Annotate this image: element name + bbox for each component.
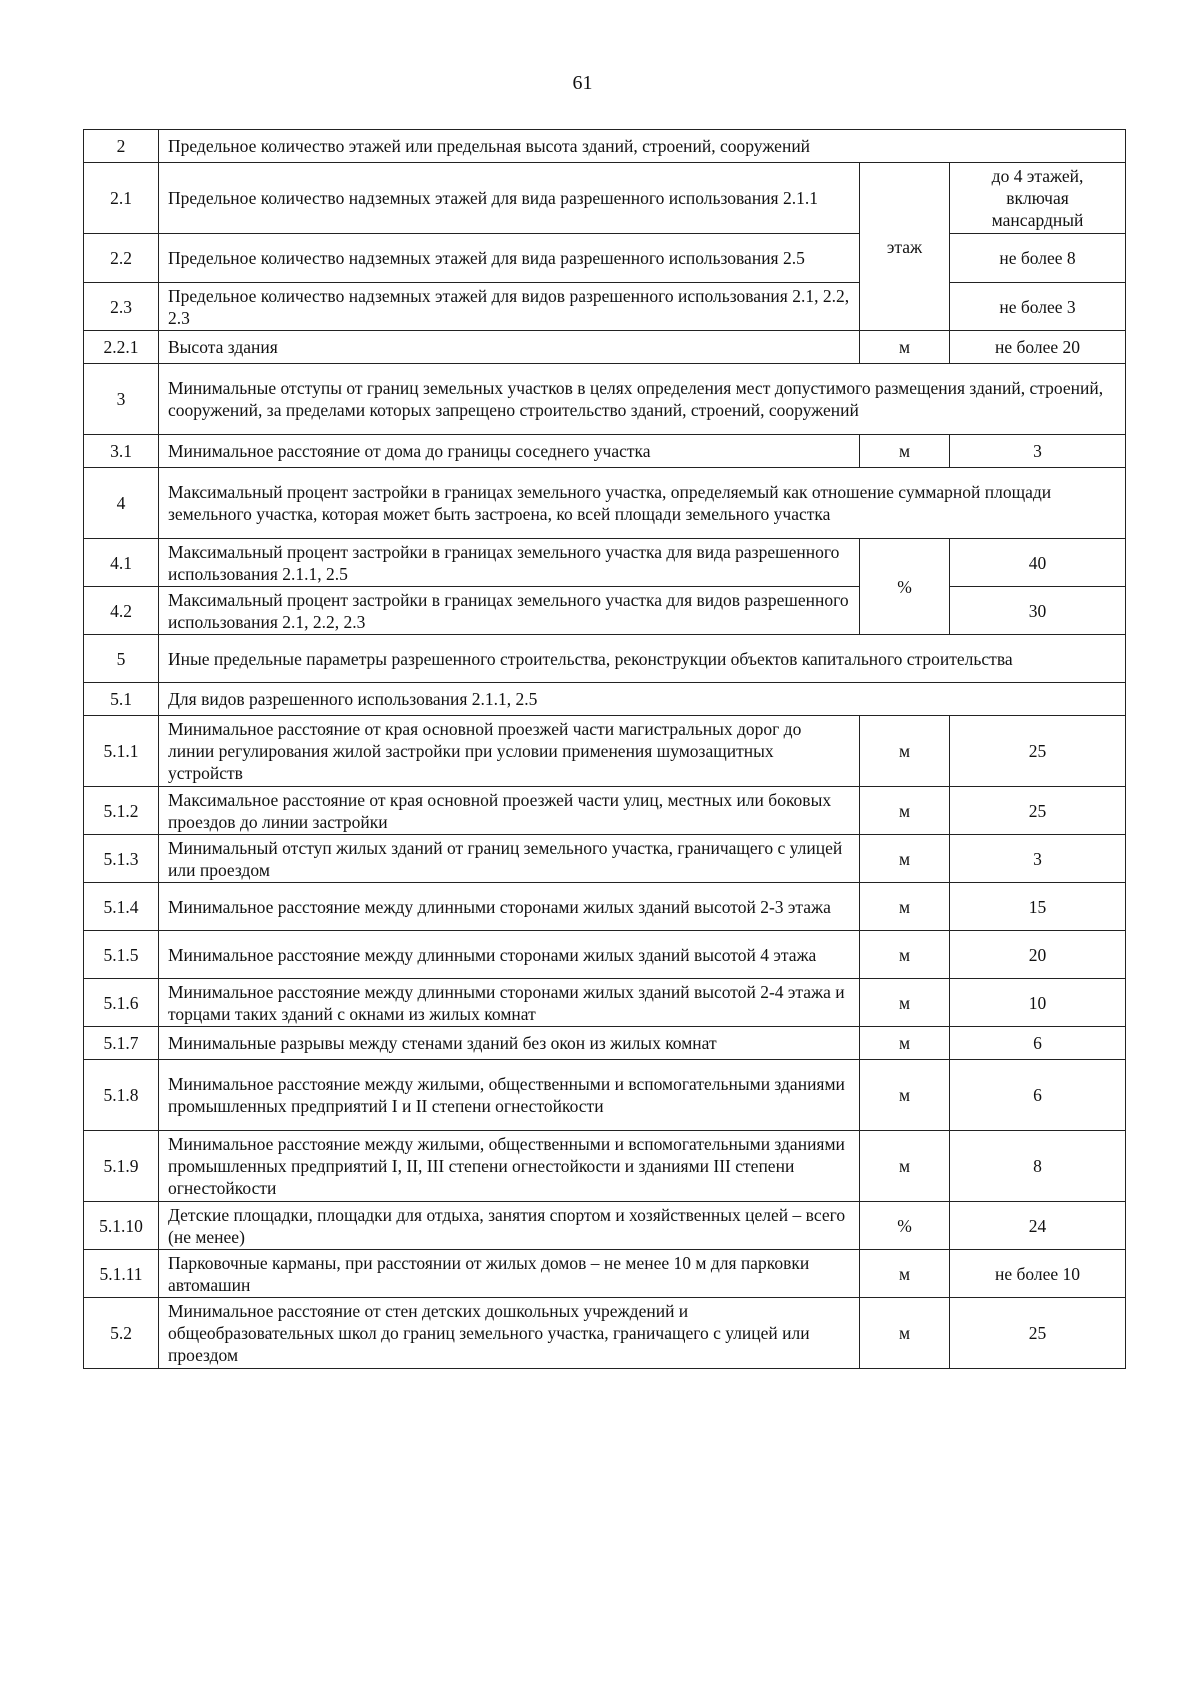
row-unit: м [860,435,950,468]
row-description: Детские площадки, площадки для отдыха, занятия спортом и хозяйственных целей – всего (не менее) [159,1202,860,1250]
row-description: Максимальный процент застройки в границах земельного участка для вида разрешенного использования 2.1.1, 2.5 [159,539,860,587]
table-row [84,1202,1126,1250]
row-value: до 4 этажей, включая мансардный [950,163,1126,234]
row-description: Высота здания [159,331,860,364]
row-description: Иные предельные параметры разрешенного строительства, реконструкции объектов капитального строительства [159,635,1126,683]
row-unit: м [860,331,950,364]
row-unit: м [860,979,950,1027]
table-row [84,468,1126,539]
row-value: не более 20 [950,331,1126,364]
table-row [84,163,1126,234]
row-value: не более 8 [950,234,1126,283]
row-description: Минимальное расстояние от края основной проезжей части магистральных дорог до линии регулирования жилой застройки при условии применения шумозащитных устройств [159,716,860,787]
row-unit: м [860,716,950,787]
row-unit: этаж [860,163,950,331]
table-row [84,283,1126,331]
row-unit: % [860,1202,950,1250]
row-description: Минимальное расстояние между жилыми, общественными и вспомогательными зданиями промышленных предприятий I и II степени огнестойкости [159,1060,860,1131]
row-number: 2.3 [84,283,159,331]
row-number: 5 [84,635,159,683]
row-number: 3.1 [84,435,159,468]
row-description: Минимальное расстояние от дома до границы соседнего участка [159,435,860,468]
row-number: 4 [84,468,159,539]
row-number: 5.2 [84,1298,159,1369]
row-number: 2.2 [84,234,159,283]
row-description: Парковочные карманы, при расстоянии от жилых домов – не менее 10 м для парковки автомашин [159,1250,860,1298]
table-row [84,1131,1126,1202]
row-unit: м [860,835,950,883]
row-number: 2.1 [84,163,159,234]
row-value: 6 [950,1060,1126,1131]
row-number: 2.2.1 [84,331,159,364]
table-row [84,364,1126,435]
row-number: 5.1.5 [84,931,159,979]
row-unit: м [860,1298,950,1369]
row-value: 30 [950,587,1126,635]
row-unit: м [860,1060,950,1131]
row-number: 5.1.10 [84,1202,159,1250]
row-unit: м [860,1027,950,1060]
table-row [84,931,1126,979]
table-row [84,1250,1126,1298]
table-row [84,331,1126,364]
row-number: 5.1.2 [84,787,159,835]
row-description: Минимальное расстояние между длинными сторонами жилых зданий высотой 2-4 этажа и торцами таких зданий с окнами из жилых комнат [159,979,860,1027]
row-value: 25 [950,1298,1126,1369]
row-description: Максимальный процент застройки в границах земельного участка для видов разрешенного использования 2.1, 2.2, 2.3 [159,587,860,635]
table-row [84,835,1126,883]
row-unit: м [860,883,950,931]
row-number: 5.1.7 [84,1027,159,1060]
row-number: 5.1.6 [84,979,159,1027]
row-value: 25 [950,716,1126,787]
row-value: 10 [950,979,1126,1027]
row-description: Предельное количество надземных этажей для вида разрешенного использования 2.5 [159,234,860,283]
row-unit: % [860,539,950,635]
table-row [84,130,1126,163]
row-value: 8 [950,1131,1126,1202]
row-value: 40 [950,539,1126,587]
row-value: 15 [950,883,1126,931]
row-description: Минимальные разрывы между стенами зданий без окон из жилых комнат [159,1027,860,1060]
table-row [84,635,1126,683]
row-description: Минимальное расстояние между длинными сторонами жилых зданий высотой 2-3 этажа [159,883,860,931]
row-description: Для видов разрешенного использования 2.1.1, 2.5 [159,683,1126,716]
row-value: не более 10 [950,1250,1126,1298]
row-description: Предельное количество надземных этажей для видов разрешенного использования 2.1, 2.2, 2.3 [159,283,860,331]
row-unit: м [860,1131,950,1202]
row-number: 5.1.8 [84,1060,159,1131]
row-value: 3 [950,835,1126,883]
table-row [84,1298,1126,1369]
row-unit: м [860,1250,950,1298]
row-description: Минимальное расстояние между жилыми, общественными и вспомогательными зданиями промышленных предприятий I, II, III степени огнестойкости и зданиями III степени огнестойкости [159,1131,860,1202]
table-row [84,234,1126,283]
row-description: Минимальный отступ жилых зданий от границ земельного участка, граничащего с улицей или проездом [159,835,860,883]
table-row [84,683,1126,716]
row-description: Предельное количество надземных этажей для вида разрешенного использования 2.1.1 [159,163,860,234]
row-value: 24 [950,1202,1126,1250]
table-row [84,787,1126,835]
page-number: 61 [572,72,593,94]
row-value: 20 [950,931,1126,979]
row-value: не более 3 [950,283,1126,331]
row-number: 3 [84,364,159,435]
table-row [84,979,1126,1027]
row-value: 6 [950,1027,1126,1060]
row-number: 5.1.11 [84,1250,159,1298]
row-number: 5.1.4 [84,883,159,931]
table-row [84,1060,1126,1131]
row-value: 3 [950,435,1126,468]
row-number: 4.2 [84,587,159,635]
row-description: Предельное количество этажей или предельная высота зданий, строений, сооружений [159,130,1126,163]
row-description: Минимальные отступы от границ земельных участков в целях определения мест допустимого размещения зданий, строений, сооружений, за пределами которых запрещено строительство зданий, строений, сооружений [159,364,1126,435]
row-number: 2 [84,130,159,163]
table-row [84,716,1126,787]
row-number: 5.1.9 [84,1131,159,1202]
table-row [84,1027,1126,1060]
table-row [84,435,1126,468]
row-description: Минимальное расстояние между длинными сторонами жилых зданий высотой 4 этажа [159,931,860,979]
row-unit: м [860,931,950,979]
row-description: Минимальное расстояние от стен детских дошкольных учреждений и общеобразовательных школ до границ земельного участка, граничащего с улицей или проездом [159,1298,860,1369]
parameters-table [83,129,1126,1369]
row-description: Максимальное расстояние от края основной проезжей части улиц, местных или боковых проездов до линии застройки [159,787,860,835]
row-number: 5.1.1 [84,716,159,787]
row-number: 5.1 [84,683,159,716]
row-description: Максимальный процент застройки в границах земельного участка, определяемый как отношение суммарной площади земельного участка, которая может быть застроена, ко всей площади земельного участка [159,468,1126,539]
table-row [84,883,1126,931]
row-number: 5.1.3 [84,835,159,883]
row-value: 25 [950,787,1126,835]
row-unit: м [860,787,950,835]
table-row [84,539,1126,587]
table-row [84,587,1126,635]
row-number: 4.1 [84,539,159,587]
